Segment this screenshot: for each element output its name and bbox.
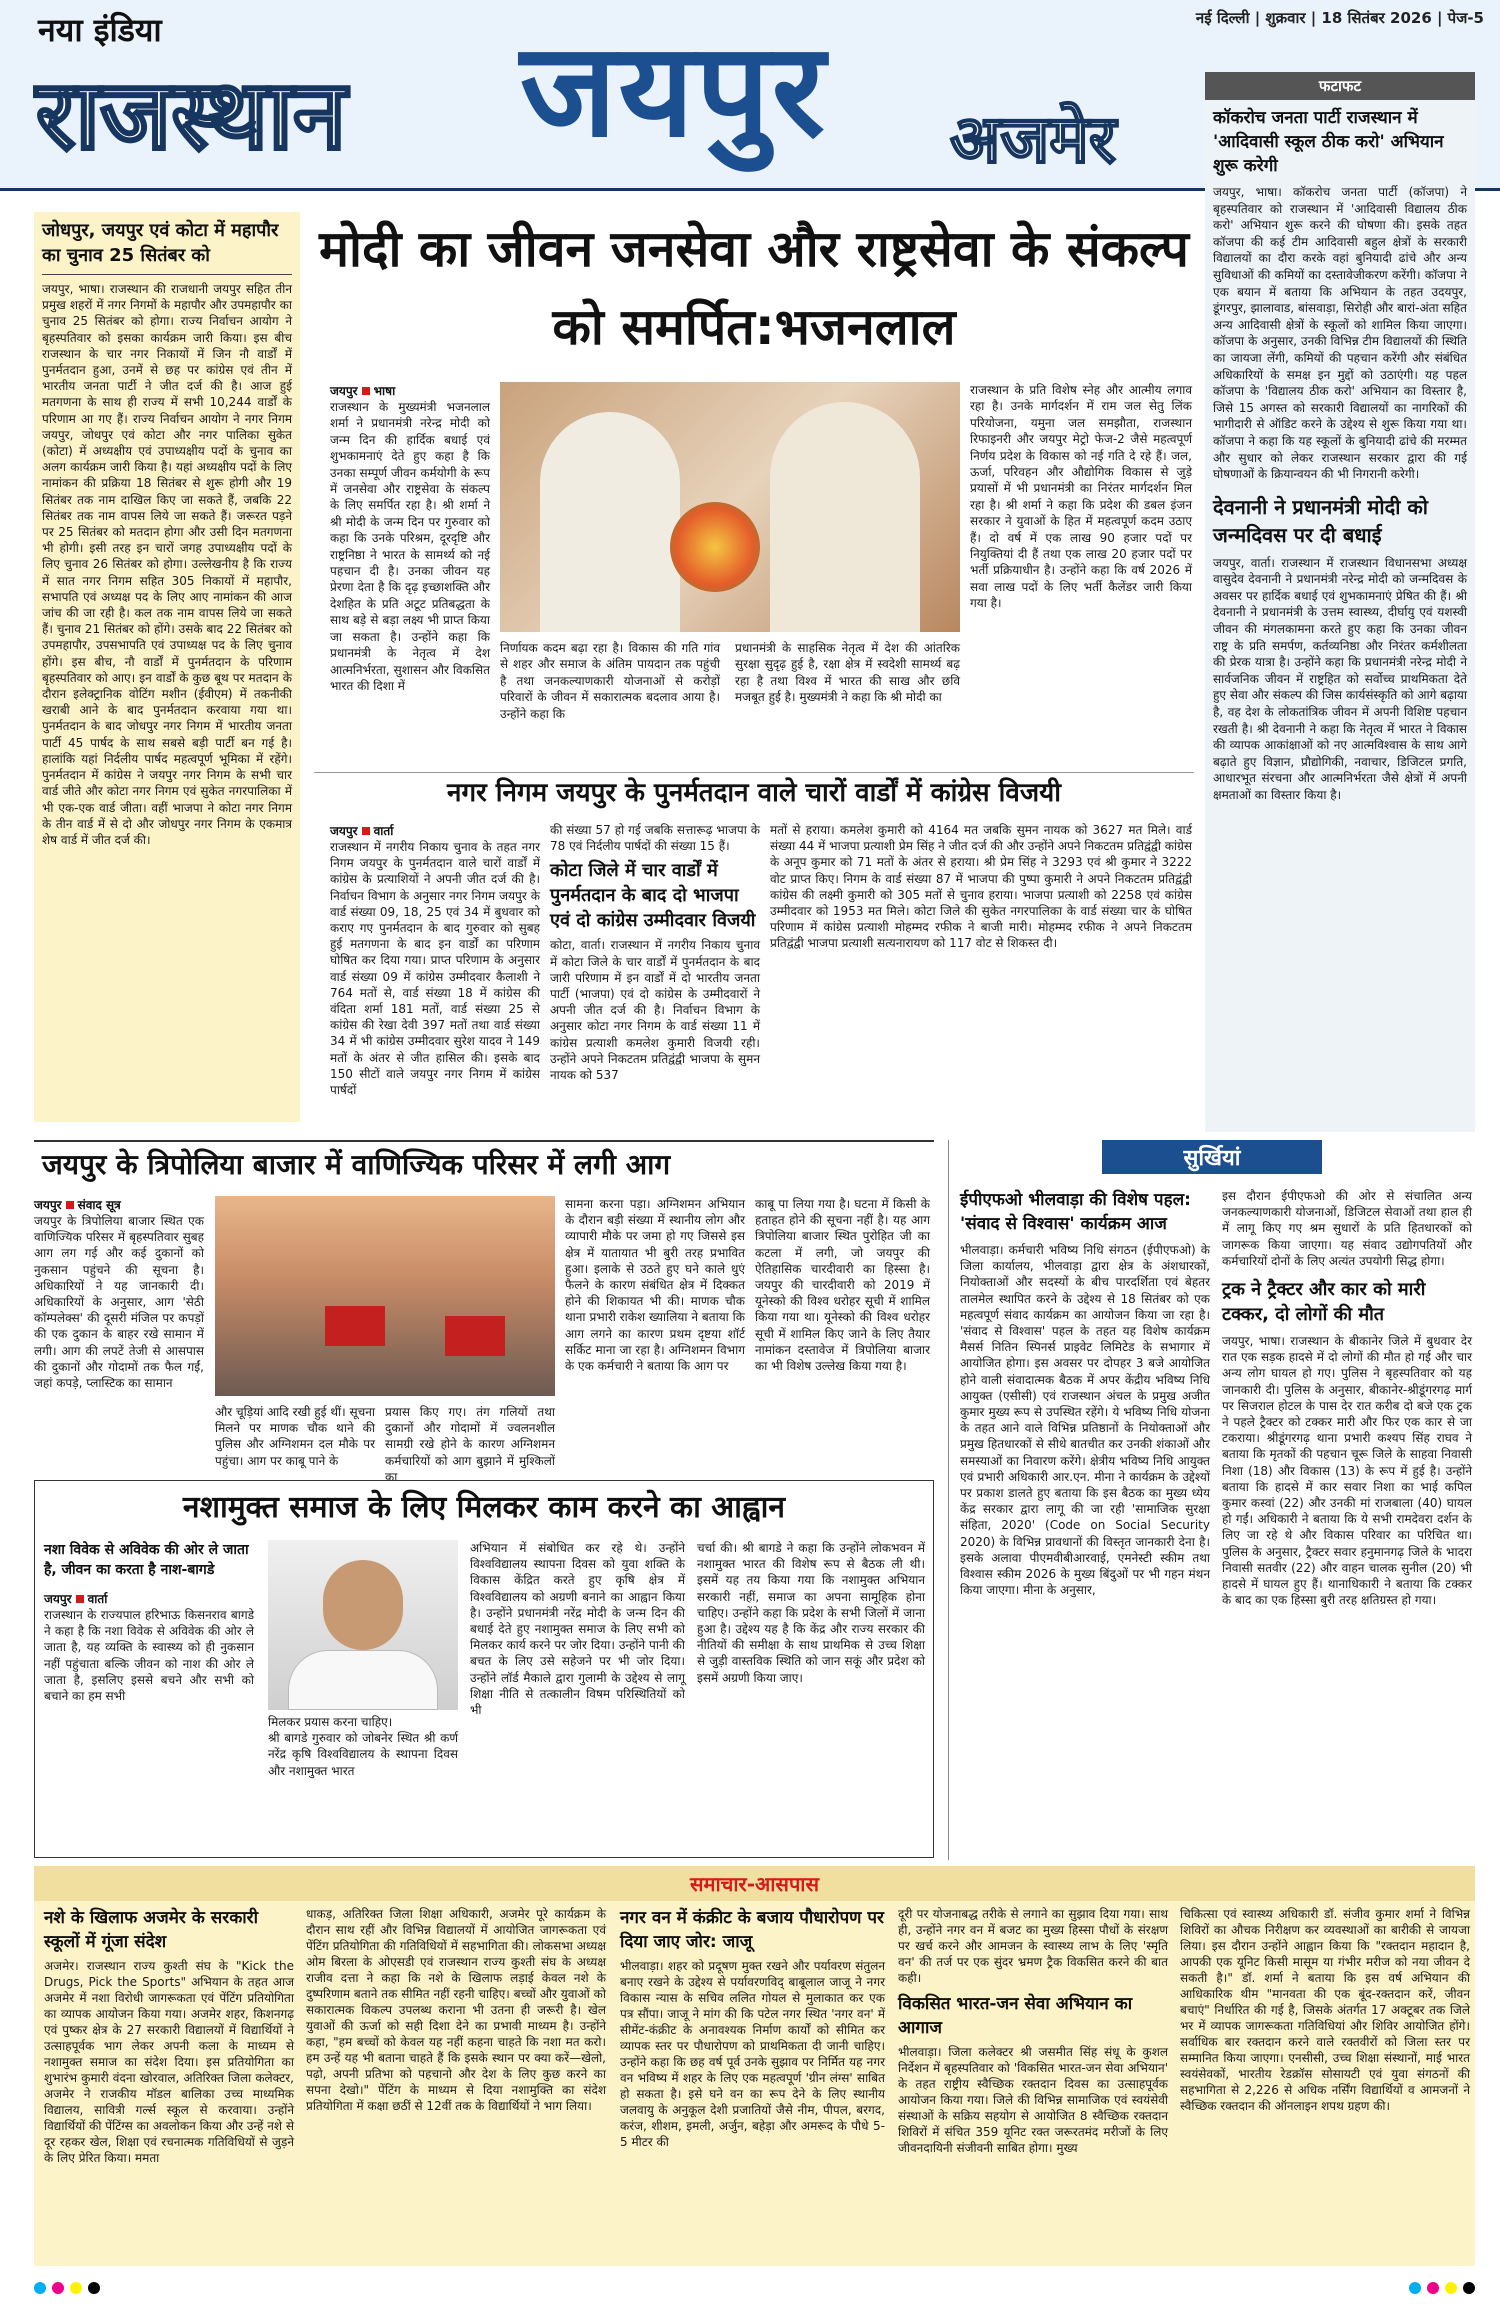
nasha-text-1: राजस्थान के राज्यपाल हरिभाऊ किसनराव बागडे ने कहा है कि नशा विवेक से अविवेक की ओर ले जाता है, यह व्यक्ति के स्वास्थ्य को ही नुकसान नहीं पहुंचाता बल्कि जीवन को नाश की ओर ले जाता है, इसलिए इससे बचने और सभी को बचाने का हम सभी (44, 1608, 254, 1704)
fire-headline: जयपुर के त्रिपोलिया बाजार में वाणिज्यिक परिसर में लगी आग (42, 1148, 671, 1181)
yellow-dot-icon (70, 2282, 82, 2294)
red-square-icon (66, 1201, 74, 1209)
lead-text-3: प्रधानमंत्री के साहसिक नेतृत्व में देश की आंतरिक सुरक्षा सुदृढ़ हुई है, रक्षा क्षेत्र में स्वदेशी सामर्थ्य बढ़ रहा है तथा विश्व में भारत की साख और छवि मजबूत हुई है। मुख्यमंत्री ने कहा कि श्री मोदी का (735, 641, 960, 705)
wards-headline: नगर निगम जयपुर के पुनर्मतदान वाले चारों वार्डों में कांग्रेस विजयी (447, 778, 1061, 808)
color-dots-left (34, 2282, 100, 2294)
fire-engine-icon (325, 1306, 385, 1346)
lead-story (314, 210, 1194, 366)
fire-col4 (755, 1196, 930, 1374)
epfo-body: भीलवाड़ा। कर्मचारी भविष्य निधि संगठन (ईपीएफओ) के जिला कार्यालय, भीलवाड़ा द्वारा क्षेत्र के अंशधारकों, नियोक्ताओं और सदस्यों के बीच पारदर्शिता एवं बेहतर तालमेल स्थापित करने के उद्देश्य से 18 सितंबर को एक महत्वपूर्ण संवाद कार्यक्रम का आयोजन किया जा रहा है। 'संवाद से विश्वास' पहल के तहत यह विशेष कार्यक्रम मैसर्स नितिन स्पिनर्स प्राइवेट लिमिटेड के सभागार में आयोजित होगा। इस अवसर पर दोपहर 3 बजे आयोजित होने वाली संवादात्मक बैठक में अपर केंद्रीय भविष्य निधि आयुक्त (एसीसी) एवं राजस्थान अंचल के प्रमुख अजीत कुमार मुख्य रूप से उपस्थित रहेंगे। ये भविष्य निधि योजना के तहत आने वाले विभिन्न प्रतिष्ठानों के नियोक्ताओं और प्रमुख हितधारकों से सीधे बातचीत कर उनकी शंकाओं और समस्याओं का निवारण करेंगे। क्षेत्रीय भविष्य निधि आयुक्त एवं प्रभारी अधिकारी आर.एन. मीना ने कार्यक्रम के उद्देश्यों पर प्रकाश डालते हुए बताया कि इस बैठक का मुख्य ध्येय केंद्र सरकार द्वारा लागू की जा रही 'सामाजिक सुरक्षा संहिता, 2020' (Code on Social Security 2020) के विभिन्न प्रावधानों की विस्तृत जानकारी देना है। इसके अलावा पीएमवीबीआरवाई, एमनेस्टी स्कीम तथा विश्वास स्कीम 2026 के मुख्य बिंदुओं पर भी गहन मंथन किया जाएगा। मीना के अनुसार, (960, 1243, 1210, 1598)
nasha-agency: वार्ता (87, 1592, 108, 1606)
pm-figure (770, 402, 920, 632)
vbjs-headline: विकसित भारत-जन सेवा अभियान का आगाज (898, 1994, 1133, 2038)
red-square-icon (362, 827, 370, 835)
jaju-headline: नगर वन में कंक्रीट के बजाय पौधारोपण पर दिया जाए जोर: जाजू (620, 1908, 884, 1952)
mayor-body: जयपुर, भाषा। राजस्थान की राजधानी जयपुर सहित तीन प्रमुख शहरों में नगर निगमों के महापौर और उपमहापौर का चुनाव 25 सितंबर को होगा। राज्य निर्वाचन आयोग ने बृहस्पतिवार को इसका कार्यक्रम जारी किया। इस बीच राजस्थान के चार नगर निकायों में जिन नौ वार्डों में पुनर्मतदान हुआ, उनमें से छह पर कांग्रेस एवं तीन में भारतीय जनता पार्टी ने जीत दर्ज की है। आज हुई मतगणना के साथ ही राज्य में सभी 10,244 वार्डों के परिणाम आ गए हैं। राज्य निर्वाचन आयोग ने नगर निगम जयपुर, जोधपुर एवं कोटा और नगर पालिका सुकेत (कोटा) में अध्यक्षीय एवं उपाध्यक्षीय पदों के चुनाव का अलग कार्यक्रम जारी किया है। यहां अध्यक्षीय पदों के लिए नामांकन की प्रक्रिया 18 सितंबर से शुरू होगी और 19 सितंबर तक नाम दाखिल किए जा सकते हैं, जबकि 22 सितंबर तक नाम वापस लिये जा सकते हैं। जरूरत पड़ने पर 25 सितंबर को मतदान होगा और उसी दिन मतगणना भी होगी। इसी तरह इन चारों जगह उपाध्यक्षीय पदों के लिए चुनाव 26 सितंबर को होगा। उल्लेखनीय है कि राज्य में सात नगर निगम सहित 305 निकायों में महापौर, सभापति एवं अध्यक्ष पद के लिए आए नामांकन की आज जांच की जा रही है। कल तक नाम वापस लिये जा सकते हैं। चुनाव 21 सितंबर को होंगे। उसके बाद 22 सितंबर को उपमहापौर, उपसभापति एवं उपाध्यक्ष पद के लिए चुनाव होंगे। इस बीच, नौ वार्डों में पुनर्मतदान के परिणाम बृहस्पतिवार को आए। इन वार्डों के कुछ बूथ पर मतदान के दौरान इलेक्ट्रानिक वोटिंग मशीन (ईवीएम) में तकनीकी खराबी आने के बाद पुनर्मतदान करवाया गया था। पुनर्मतदान के बाद जोधपुर नगर निगम में भारतीय जनता पार्टी 45 पार्षद के साथ सबसे बड़ी पार्टी बन गई है। हालांकि यहां निर्दलीय पार्षद महत्वपूर्ण भूमिका में रहेंगे। पुनर्मतदान में कांग्रेस ने जयपुर नगर निगम के सभी चार वार्ड जीते और कोटा नगर निगम एवं सुकेत नगरपालिका में भी एक-एक वार्ड जीता। वहीं भाजपा ने कोटा नगर निगम के तीन वार्ड में से दो और जोधपुर नगर निगम के एकमात्र शेष वार्ड में जीत दर्ज की। (42, 282, 292, 847)
jaju-col2 (898, 1906, 1168, 2156)
nasha-text-2: श्री बागडे गुरुवार को जोबनेर स्थित श्री कर्ण नरेंद्र कृषि विश्वविद्यालय के स्थापना दिवस और नशामुक्त भारत (268, 1731, 458, 1778)
lead-text-4: राजस्थान के प्रति विशेष स्नेह और आत्मीय लगाव रहा है। उनके मार्गदर्शन में राम जल सेतु लिंक परियोजना, यमुना जल समझौता, राजस्थान रिफाइनरी और जयपुर मेट्रो फेज-2 जैसे महत्वपूर्ण निर्णय प्रदेश के विकास को नई गति दे रहे हैं। जल, ऊर्जा, परिवहन और औद्योगिक विकास से जुड़े प्रयासों में भी प्रधानमंत्री का निरंतर मार्गदर्शन मिल रहा है। श्री शर्मा ने कहा कि प्रदेश की डबल इंजन सरकार ने युवाओं के हित में महत्वपूर्ण कदम उठाए हैं। दो वर्ष में एक लाख 90 हजार पदों पर नियुक्तियां दी हैं तथा एक लाख 20 हजार पदों पर भर्ती प्रक्रियाधीन है। उन्होंने कहा कि वर्ष 2026 में सवा लाख पदों के लिए भर्ती कैलेंडर जारी किया गया है। (970, 383, 1192, 611)
magenta-dot-icon (52, 2282, 64, 2294)
nasha-headline: नशामुक्त समाज के लिए मिलकर काम करने का आह्वान (182, 1490, 786, 1525)
lead-text-1: राजस्थान के मुख्यमंत्री भजनलाल शर्मा ने प्रधानमंत्री नरेन्द्र मोदी को जन्म दिन की हार्दिक बधाई एवं शुभकामनाएं देते हुए कहा है कि उनका सम्पूर्ण जीवन कर्मयोगी के रूप में जनसेवा और राष्ट्रसेवा के संकल्प के लिए समर्पित रहा है। श्री शर्मा ने श्री मोदी के जन्म दिन पर गुरुवार को कहा कि उनके परिश्रम, दूरदृष्टि और राष्ट्रनिष्ठा ने भारत के सामर्थ्य को नई पहचान दी है। उनका जीवन यह प्रेरणा देता है कि दृढ़ इच्छाशक्ति और देशहित के प्रति अटूट प्रतिबद्धता के साथ बड़े से बड़ा लक्ष्य भी प्राप्त किया जा सकता है। उन्होंने कहा कि प्रधानमंत्री के नेतृत्व में देश आत्मनिर्भरता, सुशासन और विकसित भारत की दिशा में (330, 400, 490, 693)
black-dot-icon (88, 2282, 100, 2294)
fire-text-4: काबू पा लिया गया है। घटना में किसी के हताहत होने की सूचना नहीं है। यह आग त्रिपोलिया बाजार स्थित पुरोहित जी का कटला में लगी, जो जयपुर की ऐतिहासिक चारदीवारी का हिस्सा है। जयपुर की चारदीवारी को 2019 में यूनेस्को की विश्व धरोहर सूची में शामिल किया गया था। यूनेस्को की विश्व धरोहर सूची में शामिल किए जाने के लिए तैयार नामांकन दस्तावेज में त्रिपोलिया बाजार का भी विशेष उल्लेख किया गया है। (755, 1197, 930, 1374)
governor-attire (288, 1650, 438, 1710)
cyan-dot-icon (1409, 2282, 1421, 2294)
magenta-dot-icon (1427, 2282, 1439, 2294)
lead-col1 (330, 382, 490, 762)
wards-text-2: की संख्या 57 हो गई जबकि सत्तारूढ़ भाजपा के 78 एवं निर्दलीय पार्षदों की संख्या 15 हैं। (550, 823, 760, 854)
flower-bouquet-icon (670, 502, 760, 592)
region-title: राजस्थान (36, 59, 347, 171)
wards-col1 (330, 822, 540, 1098)
sub-city: अजमेर (950, 101, 1116, 178)
fatafat-headline: कॉकरोच जनता पार्टी राजस्थान में 'आदिवासी स्कूल ठीक करो' अभियान शुरू करेगी (1213, 108, 1444, 176)
registration-bar (34, 2280, 1475, 2296)
fire-engine-icon (445, 1316, 505, 1356)
lead-photo (500, 382, 960, 632)
governor-photo (268, 1540, 458, 1710)
fire-col2 (385, 1404, 555, 1485)
blood-col (1180, 1906, 1470, 2114)
ajmer-body: अजमेर। राजस्थान राज्य कुश्ती संघ के "Kick the Drugs, Pick the Sports" अभियान के तहत आज अजमेर में नशा विरोधी जागरूकता एवं पेंटिंग प्रतियोगिता का व्यापक आयोजन किया गया। अजमेर शहर, किशनगढ़ एवं पुष्कर क्षेत्र के 27 सरकारी विद्यालयों में विद्यार्थियों ने उत्साहपूर्वक भाग लेकर अपनी कला के माध्यम से नशामुक्त समाज का संदेश दिया। इस प्रतियोगिता का शुभारंभ कुमारी वंदना खोरवाल, अतिरिक्त जिला कलेक्टर, अजमेर ने राजकीय मॉडल बालिका उच्च माध्यमिक विद्यालय, सावित्री गर्ल्स स्कूल से करवाया। उन्होंने विद्यार्थियों की पेंटिंग्स का अवलोकन किया और उन्हें नशे से दूर रहकर खेल, शिक्षा एवं रचनात्मक गतिविधियों से जुड़ने के लिए प्रेरित किया। ममता (44, 1959, 294, 2165)
truck-body: जयपुर, भाषा। राजस्थान के बीकानेर जिले में बुधवार देर रात एक सड़क हादसे में दो लोगों की मौत हो गई और चार अन्य लोग घायल हो गए। पुलिस ने बृहस्पतिवार को यह जानकारी दी। पुलिस के अनुसार, बीकानेर-श्रीडूंगरगढ़ मार्ग पर सिजराल होटल के पास देर रात करीब दो बजे एक ट्रक ने पहले ट्रैक्टर को टक्कर मारी और फिर एक कार से जा टकराया। श्रीडूंगरगढ़ थाना प्रभारी कश्यप सिंह राघव ने बताया कि मृतकों की पहचान चूरू जिले के साहवा निवासी निशा (18) और विकास (13) के रूप में हुई है। उन्होंने बताया कि हादसे में कार सवार निशा का भाई कपिल कुमार कस्वां (22) और उनकी मां राजबाला (40) घायल हो गईं। अधिकारी ने बताया कि ये सभी रामदेवरा दर्शन के लिए जा रहे थे और विकास परिवार का परिचित था। पुलिस के अनुसार, ट्रैक्टर सवार हनुमानगढ़ जिले के भादरा निवासी सतवीर (22) और वाहन चालक सुनील (20) भी हादसे में घायल हुए हैं। थानाधिकारी ने बताया कि टक्कर के बाद का एक हिस्सा बुरी तरह क्षतिग्रस्त हो गया। (1222, 1334, 1472, 1608)
lead-headline: मोदी का जीवन जनसेवा और राष्ट्रसेवा के संकल्प को समर्पित:भजनलाल (319, 220, 1189, 356)
cm-figure (540, 412, 680, 632)
wards-agency: वार्ता (373, 824, 394, 838)
fire-text-1b: और चूड़ियां आदि रखी हुई थीं। सूचना मिलने पर माणक चौक थाने की पुलिस और अग्निशमन दल मौके पर पहुंचा। आग पर काबू पाने के (215, 1405, 375, 1468)
paper-name: नया इंडिया (38, 11, 162, 49)
vbjs-body: भीलवाड़ा। जिला कलेक्टर श्री जसमीत सिंह संधू के कुशल निर्देशन में बृहस्पतिवार को 'विकसित भारत-जन सेवा अभियान' के तहत राष्ट्रीय स्वैच्छिक रक्तदान दिवस का उत्साहपूर्वक आयोजन किया गया। जिले की विभिन्न सामाजिक एवं स्वयंसेवी संस्थाओं के सक्रिय सहयोग से आयोजित 8 स्वैच्छिक रक्तदान शिविरों में संचित 359 यूनिट रक्त जरूरतमंद मरीजों के लिए जीवनदायिनी संजीवनी साबित होगा। मुख्य (898, 2045, 1168, 2155)
kota-col3 (770, 822, 1192, 952)
cyan-dot-icon (34, 2282, 46, 2294)
wards-dateline: जयपुर (330, 824, 358, 838)
ajmer-headline: नशे के खिलाफ अजमेर के सरकारी स्कूलों में गूंजा संदेश (44, 1908, 259, 1952)
fire-text-2: प्रयास किए गए। तंग गलियों तथा दुकानों और गोदामों में ज्वलनशील सामग्री रखे होने के कारण अग्निशमन कर्मचारियों को आग बुझाने में मुश्किलों का (385, 1405, 555, 1484)
ajmer-cont: धाकड़, अतिरिक्त जिला शिक्षा अधिकारी, अजमेर पूरे कार्यक्रम के दौरान साथ रहीं और विभिन्न विद्यालयों में आयोजित जागरूकता एवं पेंटिंग प्रतियोगिता की गतिविधियों में सहभागिता की। लोकसभा अध्यक्ष ओम बिरला के ओएसडी एवं राजस्थान राज्य कुश्ती संघ के अध्यक्ष राजीव दत्ता ने कहा कि नशे के खिलाफ लड़ाई केवल नशे के दुष्परिणाम बताने तक सीमित नहीं रहनी चाहिए। बच्चों और युवाओं को सकारात्मक विकल्प उपलब्ध कराना भी उतना ही जरूरी है। खेल युवाओं की ऊर्जा को सही दिशा देने का प्रभावी माध्यम है। उन्होंने कहा, "हम बच्चों को केवल यह नहीं कहना चाहते कि नशा मत करो। हम उन्हें यह भी बताना चाहते हैं कि इसके स्थान पर क्या करें—खेलो, पढ़ो, अपनी प्रतिभा को पहचानो और देश के लिए कुछ करने का सपना देखो।" पेंटिंग के माध्यम से दिया नशामुक्ति का संदेश प्रतियोगिता में कक्षा छठीं से 12वीं तक के विद्यार्थियों ने भाग लिया। (306, 1907, 606, 2113)
mayor-panel (34, 212, 300, 1122)
kota-body: कोटा, वार्ता। राजस्थान में नगरीय निकाय चुनाव में कोटा जिले के चार वार्डों में पुनर्मतदान के बाद जारी परिणाम में इन वार्डों में दो भारतीय जनता पार्टी (भाजपा) एवं दो कांग्रेस के उम्मीदवारों ने अपनी जीत दर्ज की है। निर्वाचन विभाग के अनुसार कोटा नगर निगम के वार्ड संख्या 11 में कांग्रेस प्रत्याशी कमलेश कुमारी विजयी रही। उन्होंने अपने निकटतम प्रतिद्वंद्वी भाजपा के सुमन नायक को 537 (550, 938, 760, 1083)
jaju-col1 (620, 1906, 885, 2150)
epfo-cont: इस दौरान ईपीएफओ की ओर से संचालित अन्य जनकल्याणकारी योजनाओं, डिजिटल सेवाओं तथा हाल ही में लागू किए गए श्रम सुधारों के प्रति हितधारकों को जागरूक किया जाएगा। यह संवाद उद्योगपतियों और कर्मचारियों दोनों के लिए अत्यंत उपयोगी सिद्ध होगा। (1222, 1189, 1472, 1268)
nasha-caption: मिलकर प्रयास करना चाहिए। (268, 1715, 393, 1729)
red-square-icon (362, 387, 370, 395)
wards-col2 (550, 822, 760, 1083)
kota-headline: कोटा जिले में चार वार्डों में पुनर्मतदान के बाद दो भाजपा एवं दो कांग्रेस उम्मीदवार विजयी (550, 860, 756, 932)
nasha-col4 (697, 1540, 925, 1686)
black-dot-icon (1463, 2282, 1475, 2294)
jaju-body: भीलवाड़ा। शहर को प्रदूषण मुक्त रखने और पर्यावरण संतुलन बनाए रखने के उद्देश्य से पर्यावरणविद् बाबूलाल जाजू ने नगर विकास न्यास के सचिव ललित गोयल से मुलाकात कर एक पत्र सौंपा। जाजू ने मांग की कि पटेल नगर स्थित 'नगर वन' में सीमेंट-कंक्रीट के अनावश्यक निर्माण कार्यों को सीमित कर व्यापक स्तर पर पौधारोपण को प्राथमिकता दी जानी चाहिए। उन्होंने कहा कि छह वर्ष पूर्व उनके सुझाव पर निर्मित यह नगर वन भविष्य में शहर के लिए एक महत्वपूर्ण 'ग्रीन लंग्स' साबित हो सकता है। इसे घने वन का रूप देने के लिए स्थानीय जलवायु के अनुकूल देशी प्रजातियों जैसे नीम, पीपल, बरगद, करंज, शीशम, इमली, अर्जुन, बहेड़ा और अमरूद के पौधे 5-5 मीटर की (620, 1959, 885, 2149)
lead-text-2: निर्णायक कदम बढ़ा रहा है। विकास की गति गांव से शहर और समाज के अंतिम पायदान तक पहुंची है तथा जनकल्याणकारी योजनाओं से करोड़ों परिवारों के जीवन में सकारात्मक बदलाव आया है। उन्होंने कहा कि (500, 641, 720, 721)
lead-agency: भाषा (373, 384, 396, 398)
fatafat-panel (1205, 72, 1475, 1132)
nasha-quote: नशा विवेक से अविवेक की ओर ले जाता है, जीवन का करता है नाश-बागडे (44, 1542, 249, 1578)
fire-agency: संवाद सूत्र (77, 1198, 121, 1212)
city-title: जयपुर (520, 14, 827, 166)
kota-text-3: मतों से हराया। कमलेश कुमारी को 4164 मत जबकि सुमन नायक को 3627 मत मिले। वार्ड संख्या 44 में भाजपा प्रत्याशी प्रेम सिंह ने जीत दर्ज की और उन्होंने अपने निकटतम प्रतिद्वंद्वी कांग्रेस के अनूप कुमार को 71 मतों के अंतर से हराया। श्री प्रेम सिंह ने 3293 एवं श्री कुमार ने 3222 वोट प्राप्त किए। निगम के वार्ड संख्या 87 में भाजपा की पुष्पा कुमारी ने अपने निकटतम प्रतिद्वंद्वी कांग्रेस की लक्ष्मी कुमारी को 305 मतों से चुनाव हराया। भाजपा प्रत्याशी को 2258 एवं कांग्रेस उम्मीदवार को 1953 मत मिले। कोटा जिले की सुकेत नगरपालिका के वार्ड संख्या चार के घोषित परिणाम में कांग्रेस प्रत्याशी मोहम्मद रफीक ने बाजी मारी। मोहम्मद रफीक ने अपने निकटतम प्रतिद्वंद्वी भाजपा प्रत्याशी सत्यनारायण को 117 वोट से शिकस्त दी। (770, 823, 1192, 951)
aaspas-tag: समाचार-आसपास (34, 1866, 1475, 1901)
devnani-headline: देवनानी ने प्रधानमंत्री मोदी को जन्मदिवस पर दी बधाई (1213, 494, 1428, 547)
lead-col4 (970, 382, 1192, 612)
devnani-body: जयपुर, वार्ता। राजस्थान में राजस्थान विधानसभा अध्यक्ष वासुदेव देवनानी ने प्रधानमंत्री नरेन्द्र मोदी को जन्मदिवस के अवसर पर हार्दिक बधाई एवं शुभकामनाएं प्रेषित की हैं। श्री देवनानी ने प्रधानमंत्री के उत्तम स्वास्थ्य, दीर्घायु एवं यशस्वी जीवन की मंगलकामना करते हुए कहा कि उनका जीवन राष्ट्र के प्रति समर्पण, कर्तव्यनिष्ठा और निरंतर कर्मशीलता की प्रेरक यात्रा है। उन्होंने कहा कि प्रधानमंत्री नरेन्द्र मोदी ने सार्वजनिक जीवन में राष्ट्रहित को सर्वोच्च प्राथमिकता देते हुए सेवा और संकल्प की जिस कार्यसंस्कृति को आगे बढ़ाया है, वह देश के लोकतांत्रिक जीवन में अपनी विशिष्ट पहचान रखती है। श्री देवनानी ने कहा कि नेतृत्व में भारत ने विकास की व्यापक आकांक्षाओं को नए आत्मविश्वास के साथ आगे बढ़ाते हुए विज्ञान, प्रौद्योगिकी, नवाचार, डिजिटल प्रगति, आधारभूत संरचना और आत्मनिर्भरता जैसे क्षेत्रों में अपनी क्षमताओं का विस्तार किया है। (1213, 555, 1467, 802)
surkhiyan-tag: सुर्खियां (1102, 1140, 1322, 1174)
blood-body: चिकित्सा एवं स्वास्थ्य अधिकारी डॉ. संजीव कुमार शर्मा ने विभिन्न शिविरों का औचक निरीक्षण कर व्यवस्थाओं का बारीकी से जायजा लिया। इस दौरान उन्होंने आह्वान किया कि "रक्तदान महादान है, आपकी एक यूनिट किसी मासूम या गंभीर मरीज को नया जीवन दे सकती है।" डॉ. शर्मा ने बताया कि इस वर्ष अभियान की आधिकारिक थीम "मानवता की एक बूंद-रक्तदान करें, जीवन बचाएं" निर्धारित की गई है, जिसके अंतर्गत 17 अक्टूबर तक जिले भर में व्यापक जागरूकता गतिविधियां और शिविर आयोजित होंगे। सर्वाधिक बार रक्तदान करने वाले रक्तवीरों को जिला स्तर पर सम्मानित किया जाएगा। एनसीसी, उच्च शिक्षा संस्थानों, माई भारत स्वयंसेवकों, भारतीय रेडक्रॉस सोसायटी एवं युवा संगठनों की सहभागिता से 2,226 से अधिक नर्सिंग विद्यार्थियों व आमजनों ने स्वैच्छिक रक्तदान की ऑनलाइन शपथ ग्रहण की। (1180, 1907, 1470, 2113)
fatafat-body: जयपुर, भाषा। कॉकरोच जनता पार्टी (कॉजपा) ने बृहस्पतिवार को राजस्थान में 'आदिवासी विद्यालय ठीक करो' अभियान शुरू करने की घोषणा की। इसके तहत कॉजपा की कई टीम आदिवासी बहुल क्षेत्रों के सरकारी विद्यालयों का दौरा करके वहां बुनियादी ढांचे और अन्य सुविधाओं की कमियों का दस्तावेजीकरण करेंगी। कॉजपा ने एक बयान में बताया कि अभियान के तहत उदयपुर, डूंगरपुर, झालावाड, बांसवाड़ा, सिरोही और बारां-अंता सहित अन्य आदिवासी क्षेत्रों के स्कूलों को शामिल किया जाएगा। कॉजपा के अनुसार, उनकी विभिन्न टीम विद्यालयों की स्थिति का जायजा लेंगी, कमियों की पहचान करेंगी और संबंधित अधिकारियों के समक्ष इन मुद्दों को उठाएंगी। यह पहल कॉजपा के 'विद्यालय ठीक करो' अभियान का विस्तार है, जिसे 15 अगस्त को सरकारी विद्यालयों का नागरिकों की भागीदारी से ऑडिट करने के उद्देश्य से शुरू किया गया था। कॉजपा ने कहा कि यह स्कूलों के बुनियादी ढांचे की मरम्मत और सुधार को लेकर राजस्थान सरकार द्वारा की गई घोषणाओं के क्रियान्वयन की भी निगरानी करेगी। (1213, 185, 1467, 482)
color-dots-right (1409, 2282, 1475, 2294)
ajmer-col1 (44, 1906, 294, 2166)
jaju-cont: दूरी पर योजनाबद्ध तरीके से लगाने का सुझाव दिया गया। साथ ही, उन्होंने नगर वन में बजट का मुख्य हिस्सा पौधों के संरक्षण पर खर्च करने और आमजन के स्वास्थ्य लाभ के लिए 'स्मृति वन' की तर्ज पर एक सुंदर भ्रमण ट्रैक विकसित करने की बात कही। (898, 1907, 1168, 1985)
nasha-text-3: अभियान में संबोधित कर रहे थे। उन्होंने विश्वविद्यालय स्थापना दिवस को युवा शक्ति के विकास केंद्रित करते हुए कृषि क्षेत्र में विश्वविद्यालय को अग्रणी बनाने का आह्वान किया है। उन्होंने प्रधानमंत्री नरेंद्र मोदी के जन्म दिन की बधाई देते हुए नशामुक्त समाज के लिए सभी को मिलकर कार्य करने पर जोर दिया। उन्होंने पानी की बचत के लिए उसे सहेजने पर भी जोर दिया। उन्होंने लॉर्ड मैकाले द्वारा गुलामी के उद्देश्य से लागू शिक्षा नीति से तत्कालीन विषम परिस्थितियों को भी (470, 1541, 685, 1718)
epfo-headline: ईपीएफओ भीलवाड़ा की विशेष पहल: 'संवाद से विश्वास' कार्यक्रम आज (960, 1190, 1191, 1234)
fire-col1 (34, 1196, 204, 1391)
fire-col1b (215, 1404, 375, 1469)
nasha-text-4: चर्चा की। श्री बागडे ने कहा कि उन्होंने लोकभवन में नशामुक्त भारत की विशेष रूप से बैठक ली थी। इसमें यह तय किया गया कि नशामुक्त अभियान सरकारी नहीं, समाज का अपना सामूहिक होना चाहिए। उन्होंने कहा कि प्रदेश के सभी जिलों में जाना हुआ है। उद्देश्य यह है कि केंद्र और राज्य सरकार की नीतियों की समीक्षा के साथ प्राथमिक से उच्च शिक्षा से जुड़ी वास्तविक स्थिति को जान सकूं और प्रदेश को इसमें अग्रणी किया जाए। (697, 1541, 925, 1685)
fatafat-tag: फटाफट (1205, 72, 1475, 100)
fire-text-3: सामना करना पड़ा। अग्निशमन अभियान के दौरान बड़ी संख्या में स्थानीय लोग और व्यापारी मौके पर जमा हो गए जिससे इस क्षेत्र में यातायात भी बुरी तरह प्रभावित हुआ। इलाके से उठते हुए घने काले धुएं फैलने के कारण संबंधित क्षेत्र में दिक्कत होने की शिकायत भी की। माणक चौक थाना प्रभारी राकेश ख्यालिया ने बताया कि आग लगने का कारण प्रथम दृष्टया शॉर्ट सर्किट माना जा रहा है। अग्निशमन विभाग के एक कर्मचारी ने बताया कि आग पर (565, 1197, 745, 1374)
wards-text-1: राजस्थान में नगरीय निकाय चुनाव के तहत नगर निगम जयपुर के पुनर्मतदान वाले चारों वार्डों में कांग्रेस के प्रत्याशियों ने अपनी जीत दर्ज की है। निर्वाचन विभाग के अनुसार नगर निगम जयपुर के वार्ड संख्या 09, 18, 25 एवं 34 में बुधवार को कराए गए पुनर्मतदान के बाद गुरुवार को सुबह हुई मतगणना के बाद इन वार्डों का परिणाम घोषित कर दिया गया। प्राप्त परिणाम के अनुसार वार्ड संख्या 09 में कांग्रेस उम्मीदवार कैलाशी ने 764 मतों से, वार्ड संख्या 18 में कांग्रेस की वंदिता शर्मा 181 मतों, वार्ड संख्या 25 से कांग्रेस की रेखा देवी 397 मतों तथा वार्ड संख्या 34 में भी कांग्रेस उम्मीदवार सुरेश यादव ने 149 मतों के अंतर से जीत हासिल की। इसके बाद 150 सीटों वाले जयपुर नगर निगम में कांग्रेस पार्षदों (330, 840, 540, 1098)
truck-headline: ट्रक ने ट्रैक्टर और कार को मारी टक्कर, दो लोगों की मौत (1222, 1279, 1426, 1326)
lead-col2 (500, 640, 720, 722)
wards-story (314, 772, 1194, 813)
ajmer-col2 (306, 1906, 606, 2114)
fire-dateline: जयपुर (34, 1198, 62, 1212)
fire-photo (215, 1196, 555, 1396)
nasha-col1 (44, 1540, 254, 1704)
lead-col3 (735, 640, 960, 706)
mayor-headline: जोधपुर, जयपुर एवं कोटा में महापौर का चुनाव 25 सितंबर को (42, 218, 292, 275)
red-square-icon (76, 1595, 84, 1603)
dateline: नई दिल्ली | शुक्रवार | 18 सितंबर 2026 | पेज-5 (1195, 9, 1484, 27)
epfo-col2 (1222, 1188, 1472, 1608)
nasha-dateline: जयपुर (44, 1592, 72, 1606)
nasha-col3 (470, 1540, 685, 1718)
fire-story (34, 1140, 934, 1188)
nasha-col2 (268, 1714, 458, 1779)
fire-text-1: जयपुर के त्रिपोलिया बाजार स्थित एक वाणिज्यिक परिसर में बृहस्पतिवार सुबह आग लग गई और कई दुकानों को नुकसान पहुंचने की सूचना है। अधिकारियों ने यह जानकारी दी। अधिकारियों के अनुसार, आग 'सेठी कॉम्पलेक्स' की दूसरी मंजिल पर कपड़ों की एक दुकान के बाहर रखे सामान में लगी। आग की लपटें तेजी से आसपास की दुकानों और गोदामों तक फैल गईं, जहां कपड़े, प्लास्टिक का सामान (34, 1214, 204, 1391)
governor-face (323, 1560, 403, 1650)
lead-dateline: जयपुर (330, 384, 358, 398)
yellow-dot-icon (1445, 2282, 1457, 2294)
fire-col3 (565, 1196, 745, 1374)
epfo-col1 (960, 1188, 1210, 1598)
